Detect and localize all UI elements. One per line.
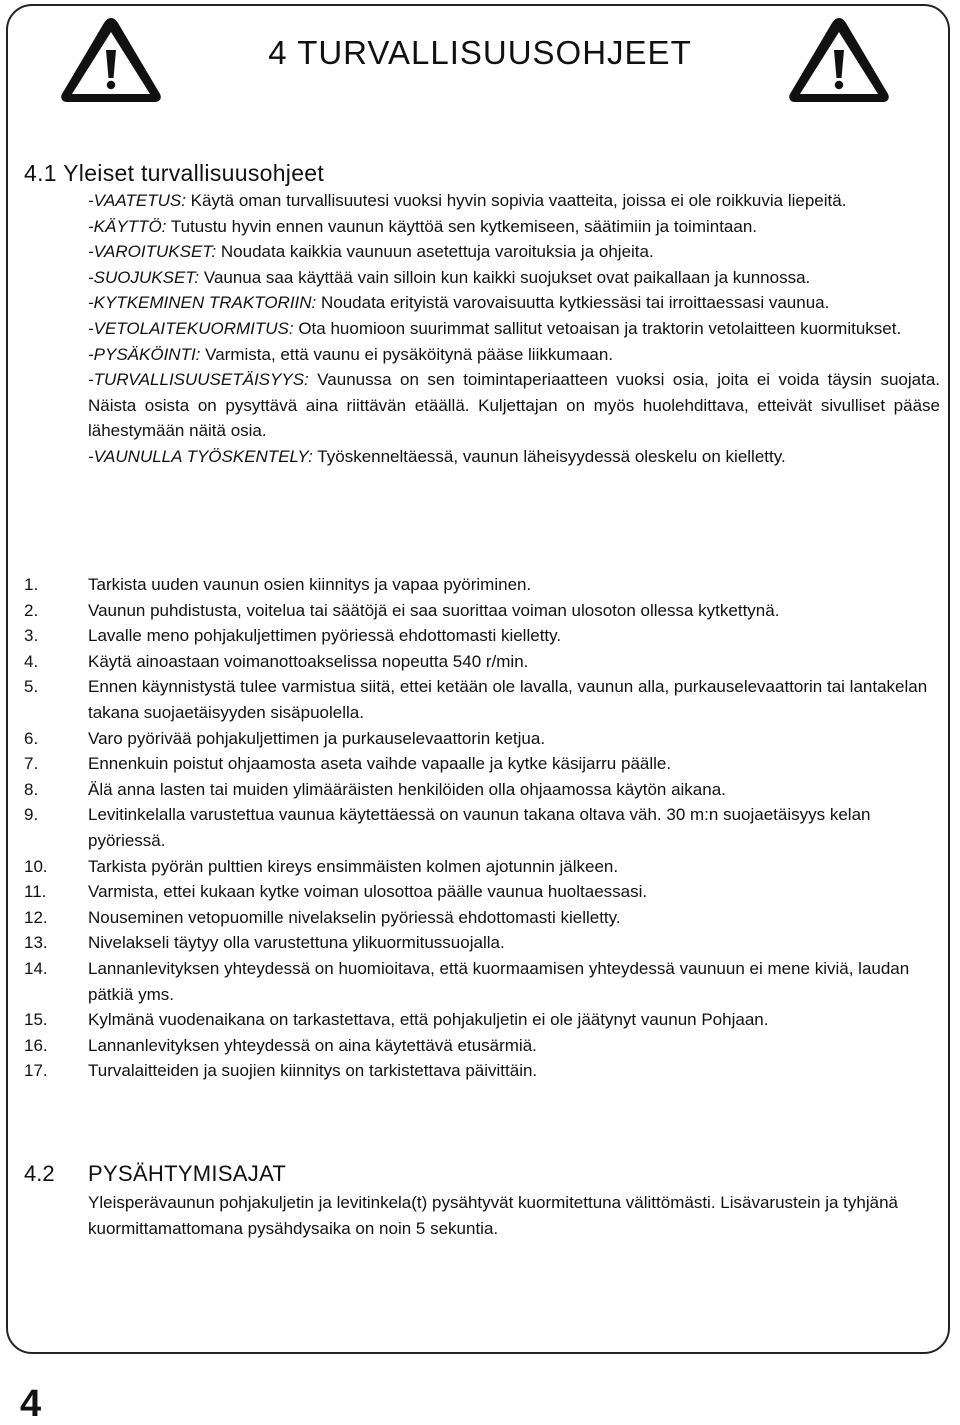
list-item-text: Kylmänä vuodenaikana on tarkastettava, että pohjakuljetin ei ole jäätynyt vaunun Pohjaan. [88,1010,769,1030]
list-item-number: 5. [24,677,39,697]
section-heading: 4.1 Yleiset turvallisuusohjeet [24,160,325,186]
list-item-number: 11. [24,882,47,902]
warning-label: -KYTKEMINEN TRAKTORIIN: [88,293,317,313]
section-number: 4.2 [24,1161,55,1186]
list-item-text: Ennenkuin poistut ohjaamosta aseta vaihde vapaalle ja kytke käsijarru päälle. [88,754,672,774]
warning-parking [88,342,940,368]
list-item [0,802,960,853]
warning-label: -VAUNULLA TYÖSKENTELY: [88,446,313,466]
warning-working [88,444,940,470]
warning-warnings [88,239,940,265]
list-item-number: 12. [24,907,48,927]
warning-label: -VAROITUKSET: [88,242,217,262]
safety-rules-list [0,572,960,1084]
section-body: Yleisperävaunun pohjakuljetin ja levitinkela(t) pysähtyvät kuormitettuna välittömästi. Lisävarustein ja tyhjänä kuormittamattomana pysähdysaika on noin 5 sekuntia. [88,1193,898,1238]
list-item-text: Levitinkelalla varustettua vaunua käytettäessä on vaunun takana oltava väh. 30 m:n suojaetäisyys kelan pyöriessä. [88,805,871,850]
list-item-number: 10. [24,856,48,876]
list-item-text: Älä anna lasten tai muiden ylimääräisten henkilöiden olla ohjaamossa käytön aikana. [88,779,726,799]
warning-text: Varmista, että vaunu ei pysäköitynä pääse liikkumaan. [200,344,614,364]
warnings-block [88,188,940,470]
list-item-number: 3. [24,626,39,646]
list-item-number: 14. [24,958,48,978]
warning-text: Vaunua saa käyttää vain silloin kun kaikki suojukset ovat paikallaan ja kunnossa. [199,267,811,287]
list-item [0,1033,960,1059]
list-item-text: Tarkista uuden vaunun osien kiinnitys ja vapaa pyöriminen. [88,575,532,594]
list-item [0,930,960,956]
warning-guards [88,265,940,291]
list-item-text: Varo pyörivää pohjakuljettimen ja purkauselevaattorin ketjua. [88,728,546,748]
warning-label: -VETOLAITEKUORMITUS: [88,318,294,338]
list-item-number: 8. [24,779,39,799]
list-item [0,956,960,1007]
warning-label: -TURVALLISUUSETÄISYYS: [88,370,309,390]
list-item-text: Tarkista pyörän pulttien kireys ensimmäisten kolmen ajotunnin jälkeen. [88,856,619,876]
warning-label: -PYSÄKÖINTI: [88,344,201,364]
list-item-number: 9. [24,805,39,825]
list-item-text: Varmista, ettei kukaan kytke voiman ulosottoa päälle vaunua huoltaessasi. [88,882,648,902]
list-item-number: 15. [24,1010,48,1030]
list-item-text: Turvalaitteiden ja suojien kiinnitys on tarkistettava päivittäin. [88,1061,538,1081]
list-item [0,726,960,752]
list-item-text: Ennen käynnistystä tulee varmistua siitä, ettei ketään ole lavalla, vaunun alla, purkauselevaattorin tai lantakelan takana suojaetäisyyden sisäpuolella. [88,677,928,722]
warning-text: Ota huomioon suurimmat sallitut vetoaisan ja traktorin vetolaitteen kuormitukset. [293,318,902,338]
list-item [0,751,960,777]
list-item [0,777,960,803]
page-title: 4 TURVALLISUUSOHJEET [268,34,692,71]
warning-text: Noudata kaikkia vaunuun asetettuja varoituksia ja ohjeita. [216,242,654,262]
list-item [0,649,960,675]
list-item [0,1058,960,1084]
list-item-number: 16. [24,1035,48,1055]
list-item-text: Vaunun puhdistusta, voitelua tai säätöjä ei saa suorittaa voiman ulosoton ollessa kytkettynä. [88,600,780,620]
warning-text: Tutustu hyvin ennen vaunun käyttöä sen kytkemiseen, säätimiin ja toimintaan. [166,216,758,236]
list-item-text: Nouseminen vetopuomille nivelakselin pyöriessä ehdottomasti kielletty. [88,907,621,927]
warning-label: -VAATETUS: [88,191,186,210]
list-item [0,674,960,725]
list-item-text: Lavalle meno pohjakuljettimen pyöriessä ehdottomasti kielletty. [88,626,562,646]
list-item [0,572,960,598]
list-item-number: 1. [24,575,39,594]
list-item [0,879,960,905]
list-item [0,1007,960,1033]
warning-label: -KÄYTTÖ: [88,216,167,236]
list-item-text: Lannanlevityksen yhteydessä on aina käytettävä etusärmiä. [88,1035,537,1055]
list-item [0,854,960,880]
warning-text: Vaunussa on sen toimintaperiaatteen vuoksi osia, joita ei voida täysin suojata. Näista osista on pysyttävä aina riittävän etäällä. Kuljettajan on myös huolehdittava, etteivät sivulliset pääse lähestymään näitä osia. [88,370,940,441]
list-item-number: 6. [24,728,39,748]
list-item [0,905,960,931]
warning-text: Työskenneltäessä, vaunun läheisyydessä oleskelu on kielletty. [312,446,786,466]
list-item-text: Nivelakseli täytyy olla varustettuna ylikuormitussuojalla. [88,933,505,953]
list-item-text: Lannanlevityksen yhteydessä on huomioitava, että kuormaamisen yhteydessä vaunuun ei mene kiviä, laudan pätkiä yms. [88,958,910,1004]
list-item-text: Käytä ainoastaan voimanottoakselissa nopeutta 540 r/min. [88,651,529,671]
warning-hitching [88,290,940,316]
list-item-number: 4. [24,651,39,671]
list-item-number: 7. [24,754,39,774]
list-item-number: 2. [24,600,39,620]
page-number: 4 [20,1383,42,1425]
warning-safety-distance [88,367,940,444]
section-heading: PYSÄHTYMISAJAT [88,1161,287,1186]
warning-label: -SUOJUKSET: [88,267,200,287]
list-item [0,623,960,649]
warning-clothing [88,188,940,214]
warning-usage [88,214,940,240]
warning-text: Noudata erityistä varovaisuutta kytkiessäsi tai irroittaessasi vaunua. [316,293,830,313]
list-item-number: 13. [24,933,48,953]
warning-text: Käytä oman turvallisuutesi vuoksi hyvin sopivia vaatteita, joissa ei ole roikkuvia liepeitä. [185,191,847,210]
list-item-number: 17. [24,1061,48,1081]
warning-drawbar-load [88,316,940,342]
list-item [0,598,960,624]
